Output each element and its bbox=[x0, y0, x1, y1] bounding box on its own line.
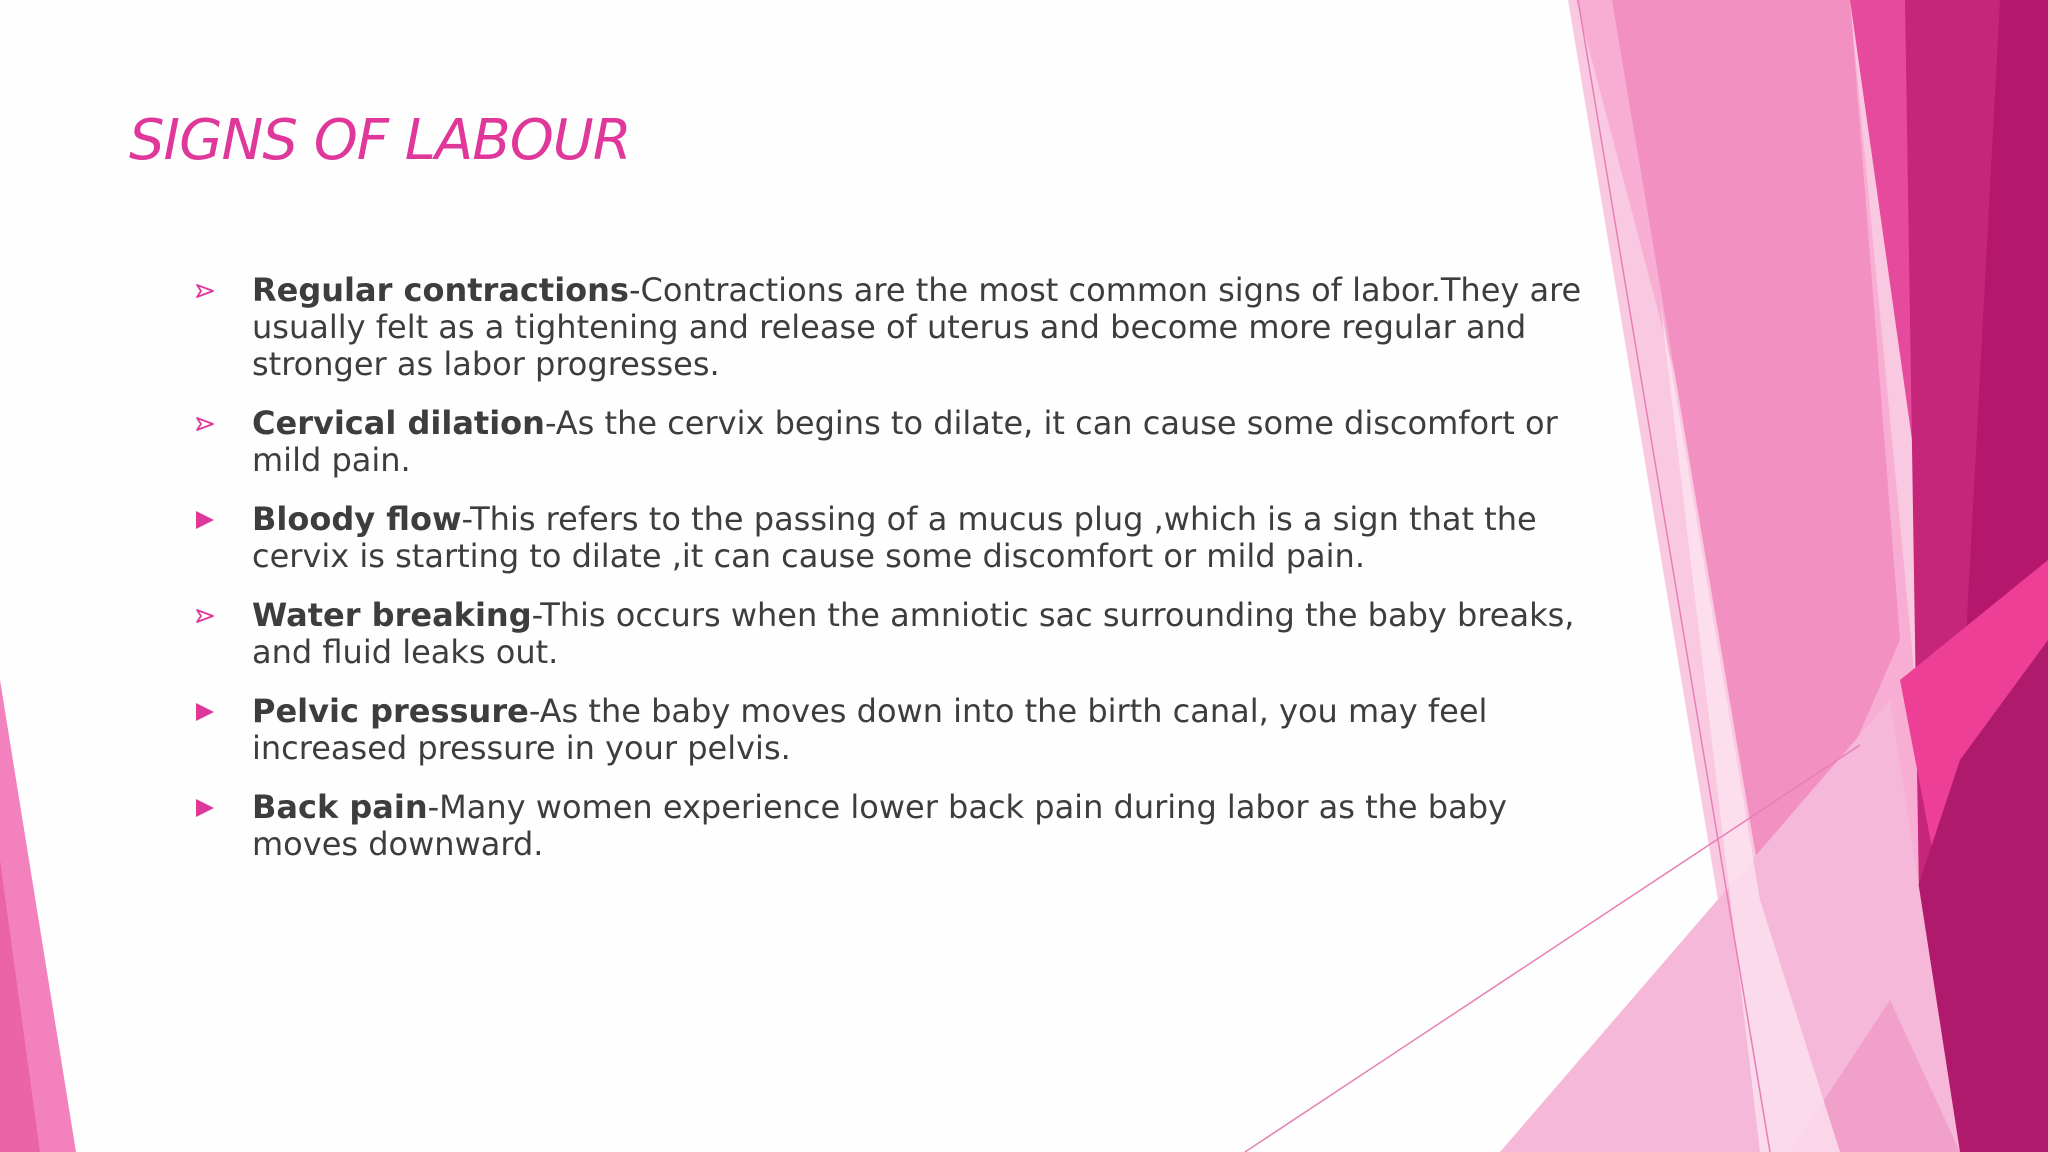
bullet-text: -This occurs when the amniotic sac surrounding the baby breaks, and fluid leaks out. bbox=[252, 596, 1575, 671]
bullet-item-pelvic-pressure bbox=[193, 693, 1613, 767]
solid-triangle-icon bbox=[193, 693, 217, 730]
bullet-term: Back pain bbox=[252, 788, 428, 826]
bullet-item-back-pain bbox=[193, 789, 1613, 863]
solid-triangle-icon bbox=[193, 501, 217, 538]
bullet-text: -Many women experience lower back pain during labor as the baby moves downward. bbox=[252, 788, 1507, 863]
bullet-item-cervical-dilation bbox=[193, 405, 1613, 479]
bullet-term: Pelvic pressure bbox=[252, 692, 529, 730]
bullet-list bbox=[193, 272, 1613, 885]
slide-title: SIGNS OF LABOUR bbox=[129, 108, 631, 173]
open-arrowhead-icon bbox=[193, 597, 217, 634]
bullet-text: -As the baby moves down into the birth canal, you may feel increased pressure in your pelvis. bbox=[252, 692, 1488, 767]
bullet-term: Bloody flow bbox=[252, 500, 462, 538]
bullet-item-regular-contractions bbox=[193, 272, 1613, 383]
open-arrowhead-icon bbox=[193, 272, 217, 309]
bullet-term: Water breaking bbox=[252, 596, 532, 634]
bullet-term: Regular contractions bbox=[252, 271, 629, 309]
solid-triangle-icon bbox=[193, 789, 217, 826]
open-arrowhead-icon bbox=[193, 405, 217, 442]
bullet-text: -As the cervix begins to dilate, it can cause some discomfort or mild pain. bbox=[252, 404, 1558, 479]
bullet-term: Cervical dilation bbox=[252, 404, 545, 442]
bullet-item-bloody-flow bbox=[193, 501, 1613, 575]
bullet-item-water-breaking bbox=[193, 597, 1613, 671]
bullet-text: -This refers to the passing of a mucus plug ,which is a sign that the cervix is starting to dilate ,it can cause some discomfort or mild pain. bbox=[252, 500, 1537, 575]
bullet-text: -Contractions are the most common signs of labor.They are usually felt as a tightening and release of uterus and become more regular and stronger as labor progresses. bbox=[252, 271, 1582, 383]
